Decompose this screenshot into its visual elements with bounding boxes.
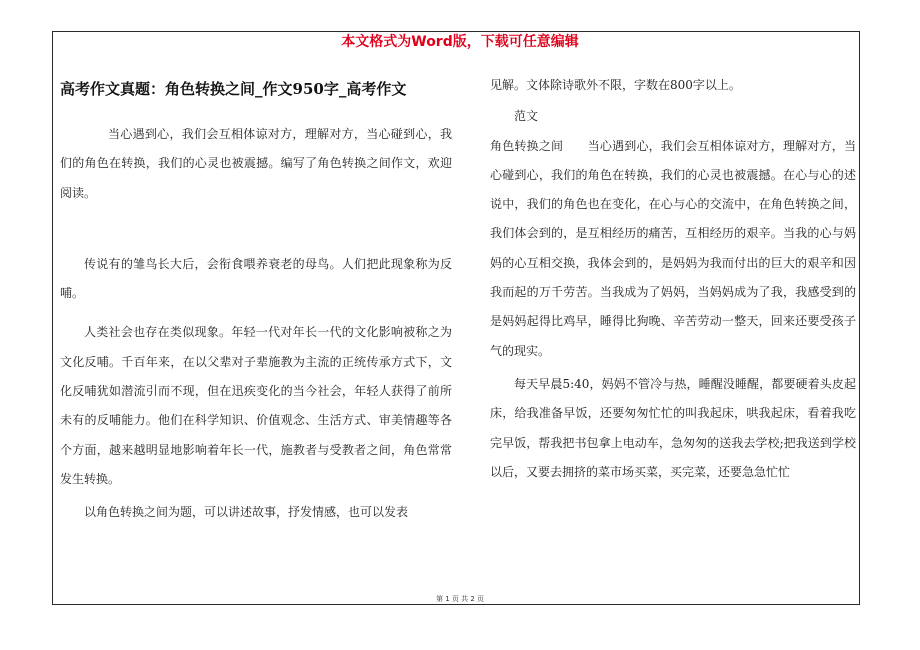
paragraph-prompt: 以角色转换之间为题，可以讲述故事，抒发情感，也可以发表	[84, 505, 409, 520]
left-column	[60, 74, 452, 528]
paragraph-culture: 人类社会也存在类似现象。年轻一代对年长一代的文化影响被称之为文化反哺。千百年来，在以父辈对子辈施教为主流的正统传承方式下，文化反哺犹如潜流引而不现，但在迅疾变化的当今社会，年轻人获得了前所未有的反哺能力。他们在科学知识、价值观念、生活方式、审美情趣等各个方面，越来越明显地影响着年长一代，施教者与受教者之间，角色常常发生转换。	[60, 325, 452, 486]
intro-paragraph: 当心遇到心，我们会互相体谅对方，理解对方，当心碰到心，我们的角色在转换，我们的心灵也被震撼。编写了角色转换之间作文，欢迎阅读。	[60, 127, 452, 200]
word-format-banner: 本文格式为Word版，下载可任意编辑	[341, 34, 579, 50]
paragraph-requirement: 见解。文体除诗歌外不限，字数在800字以上。	[490, 78, 741, 92]
paragraph-fanbu: 传说有的雏鸟长大后，会衔食喂养衰老的母鸟。人们把此现象称为反哺。	[60, 256, 452, 301]
page-number-footer: 第 1 页 共 2 页	[435, 595, 485, 603]
paragraph-sample-body: 角色转换之间 当心遇到心，我们会互相体谅对方，理解对方，当心碰到心，我们的角色在转换，我们的心灵也被震撼。在心与心的述说中，我们的角色也在变化，在心与心的交流中，在角色转换之间，我们体会到的，是互相经历的痛苦，互相经历的艰辛。当我的心与妈妈的心互相交换，我体会到的，是妈妈为我而付出的巨大的艰辛和因我而起的万千劳苦。当我成为了妈妈，当妈妈成为了我，我感受到的是妈妈起得比鸡早，睡得比狗晚、辛苦劳动一整天，回来还要受孩子气的现实。	[490, 138, 856, 358]
right-column	[490, 74, 856, 487]
sample-heading: 范文	[514, 109, 539, 124]
paragraph-morning: 每天早晨5:40，妈妈不管冷与热，睡醒没睡醒，都要硬着头皮起床，给我准备早饭，还要匆匆忙忙的叫我起床，哄我起床，看着我吃完早饭，帮我把书包拿上电动车，急匆匆的送我去学校;把我送到学校以后，又要去拥挤的菜市场买菜，买完菜，还要急急忙忙	[490, 376, 856, 479]
article-title: 高考作文真题：角色转换之间_作文950字_高考作文	[60, 80, 407, 98]
